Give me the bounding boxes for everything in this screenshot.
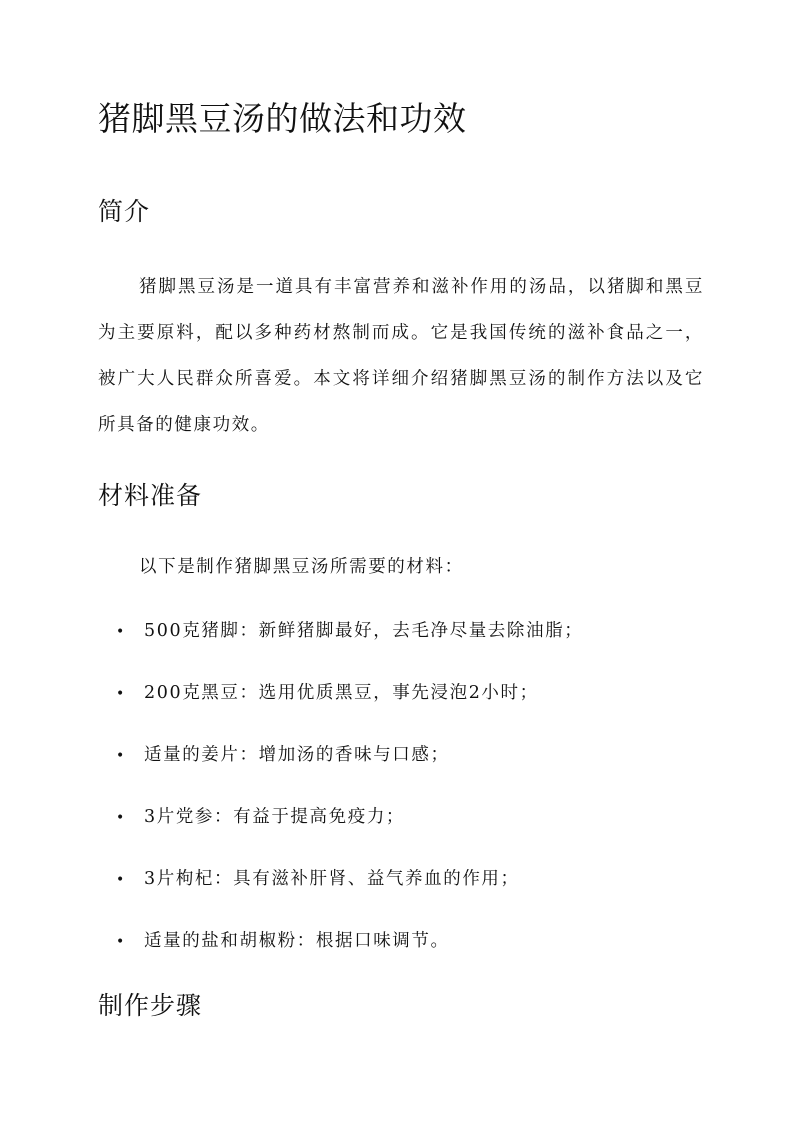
- materials-heading: 材料准备: [98, 481, 203, 510]
- list-item: [116, 801, 405, 833]
- bullet-icon: •: [116, 686, 126, 702]
- list-item-text: 适量的姜片：增加汤的香味与口感；: [144, 745, 450, 765]
- bullet-icon: •: [116, 872, 126, 888]
- steps-heading: 制作步骤: [98, 991, 203, 1020]
- bullet-icon: •: [116, 810, 126, 826]
- bullet-icon: •: [116, 624, 126, 640]
- intro-heading: 简介: [98, 197, 151, 226]
- list-item-text: 200克黑豆：选用优质黑豆，事先浸泡2小时；: [144, 683, 539, 703]
- list-item: [116, 739, 450, 771]
- document-title: 猪脚黑豆汤的做法和功效: [98, 99, 467, 138]
- bullet-icon: •: [116, 748, 126, 764]
- list-item-text: 500克猪脚：新鲜猪脚最好，去毛净尽量去除油脂；: [144, 621, 584, 641]
- materials-intro: 以下是制作猪脚黑豆汤所需要的材料：: [139, 557, 464, 577]
- list-item: [116, 615, 583, 647]
- intro-paragraph: 猪脚黑豆汤是一道具有丰富营养和滋补作用的汤品，以猪脚和黑豆为主要原料，配以多种药材熬制而成。它是我国传统的滋补食品之一，被广大人民群众所喜爱。本文将详细介绍猪脚黑豆汤的制作方法以及它所具备的健康功效。: [98, 277, 704, 435]
- list-item-text: 3片党参：有益于提高免疫力；: [144, 807, 406, 827]
- bullet-icon: •: [116, 934, 126, 950]
- list-item: [116, 925, 450, 957]
- list-item: [116, 863, 520, 895]
- list-item-text: 适量的盐和胡椒粉：根据口味调节。: [144, 931, 450, 951]
- list-item: [116, 677, 539, 709]
- list-item-text: 3片枸杞：具有滋补肝肾、益气养血的作用；: [144, 869, 520, 889]
